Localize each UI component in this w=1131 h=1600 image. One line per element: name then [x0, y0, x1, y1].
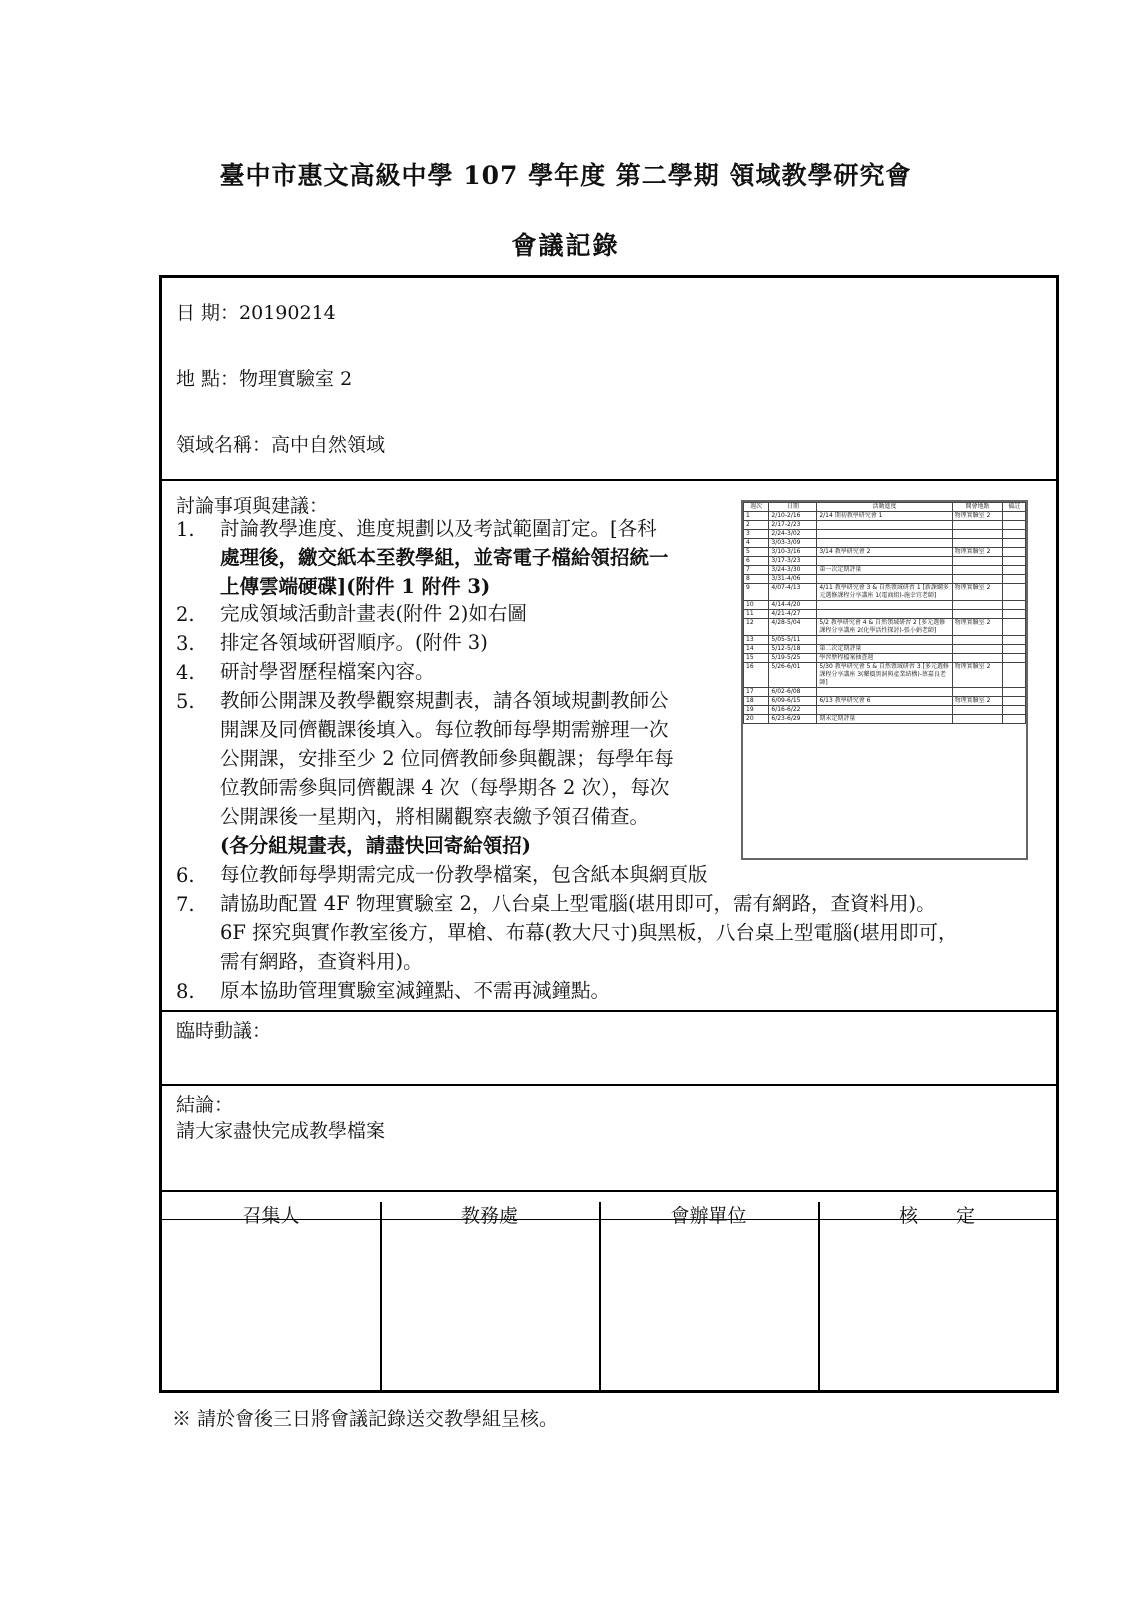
activity-plan-table	[743, 502, 1026, 724]
schedule-cell	[952, 575, 1003, 584]
place-field: 地 點：物理實驗室 2	[176, 368, 353, 390]
schedule-cell	[952, 645, 1003, 654]
schedule-cell: 物理實驗室 2	[952, 697, 1003, 706]
item-number: 4.	[176, 661, 195, 684]
schedule-cell: 17	[744, 688, 769, 697]
schedule-cell: 6/23-6/29	[769, 715, 817, 724]
schedule-cell	[1003, 512, 1026, 521]
schedule-row	[744, 688, 1026, 697]
schedule-cell: 6/16-6/22	[769, 706, 817, 715]
schedule-cell	[817, 610, 952, 619]
schedule-cell	[1003, 688, 1026, 697]
schedule-row	[744, 557, 1026, 566]
extempore-label: 臨時動議：	[176, 1020, 272, 1042]
schedule-cell: 6	[744, 557, 769, 566]
item-line: 處理後，繳交紙本至教學組，並寄電子檔給領招統一	[220, 546, 669, 569]
schedule-cell: 第二次定期評量	[817, 645, 952, 654]
item-number: 7.	[176, 893, 195, 916]
schedule-cell: 18	[744, 697, 769, 706]
schedule-cell: 3	[744, 530, 769, 539]
column-divider	[380, 1202, 382, 1390]
schedule-cell	[1003, 557, 1026, 566]
schedule-row	[744, 530, 1026, 539]
discussion-heading: 討論事項與建議：	[176, 495, 329, 517]
meeting-record-form	[159, 275, 1059, 1393]
signature-header-academic-affairs: 教務處	[460, 1205, 518, 1227]
schedule-cell	[952, 566, 1003, 575]
schedule-row	[744, 645, 1026, 654]
schedule-header-cell: 週次	[744, 503, 769, 512]
column-divider	[818, 1202, 820, 1390]
item-line: 開課及同儕觀課後填入。每位教師每學期需辦理一次	[220, 718, 669, 741]
divider	[162, 1084, 1056, 1086]
schedule-cell: 8	[744, 575, 769, 584]
schedule-row	[744, 521, 1026, 530]
page-title: 臺中市惠文高級中學 107 學年度 第二學期 領域教學研究會	[219, 161, 912, 190]
item-number: 2.	[176, 603, 195, 626]
schedule-cell: 物理實驗室 2	[952, 548, 1003, 557]
divider	[162, 1010, 1056, 1012]
schedule-cell	[817, 530, 952, 539]
schedule-row	[744, 584, 1026, 601]
schedule-row	[744, 575, 1026, 584]
schedule-row	[744, 706, 1026, 715]
signature-header-cosigning-unit: 會辦單位	[670, 1205, 747, 1227]
schedule-cell	[817, 557, 952, 566]
schedule-cell	[1003, 584, 1026, 601]
item-line: 上傳雲端硬碟](附件 1 附件 3)	[220, 575, 491, 598]
schedule-cell	[1003, 715, 1026, 724]
item-line: 公開課，安排至少 2 位同儕教師參與觀課；每學年每	[220, 747, 674, 770]
schedule-cell: 2/10-2/16	[769, 512, 817, 521]
signature-header-convener: 召集人	[242, 1205, 300, 1227]
schedule-cell: 16	[744, 663, 769, 688]
schedule-cell	[817, 688, 952, 697]
schedule-row	[744, 548, 1026, 557]
schedule-cell	[1003, 521, 1026, 530]
schedule-cell: 6/13 教學研究會 6	[817, 697, 952, 706]
schedule-cell: 4	[744, 539, 769, 548]
schedule-cell	[1003, 645, 1026, 654]
item-number: 1.	[176, 518, 195, 541]
schedule-cell	[817, 539, 952, 548]
schedule-cell	[1003, 697, 1026, 706]
item-line: 6F 探究與實作教室後方，單槍、布幕(教大尺寸)與黑板，八台桌上型電腦(堪用即可，	[220, 921, 958, 944]
schedule-cell	[1003, 610, 1026, 619]
list-item: 完成領域活動計畫表(附件 2)如右圖	[220, 602, 527, 625]
schedule-cell: 5/19-5/25	[769, 654, 817, 663]
schedule-cell: 5/30 教學研究會 5 & 自然領域研習 3 [多元選修課程分享講座 3(藥價黑洞與產業結構)-蔡嘉良老師]	[817, 663, 952, 688]
item-number: 6.	[176, 864, 195, 887]
schedule-cell: 3/31-4/06	[769, 575, 817, 584]
schedule-cell: 9	[744, 584, 769, 601]
schedule-cell: 4/14-4/20	[769, 601, 817, 610]
item-number: 3.	[176, 632, 195, 655]
item-line: 請協助配置 4F 物理實驗室 2，八台桌上型電腦(堪用即可，需有網路，查資料用)。	[220, 892, 936, 915]
schedule-cell	[817, 521, 952, 530]
schedule-row	[744, 619, 1026, 636]
item-line: 需有網路，查資料用)。	[220, 950, 423, 973]
list-item: 排定各領域研習順序。(附件 3)	[220, 631, 488, 654]
item-line: 教師公開課及教學觀察規劃表，請各領域規劃教師公	[220, 689, 669, 712]
schedule-cell: 5/26-6/01	[769, 663, 817, 688]
schedule-cell	[1003, 530, 1026, 539]
schedule-cell: 3/03-3/09	[769, 539, 817, 548]
schedule-cell: 2	[744, 521, 769, 530]
schedule-cell	[817, 601, 952, 610]
schedule-cell: 6/09-6/15	[769, 697, 817, 706]
schedule-cell: 3/14 教學研究會 2	[817, 548, 952, 557]
schedule-cell	[952, 539, 1003, 548]
schedule-cell: 物理實驗室 2	[952, 619, 1003, 636]
schedule-row	[744, 636, 1026, 645]
footnote: ※ 請於會後三日將會議記錄送交教學組呈核。	[172, 1408, 559, 1430]
list-item	[220, 686, 674, 860]
schedule-cell	[1003, 706, 1026, 715]
list-item: 每位教師每學期需完成一份教學檔案，包含紙本與網頁版	[220, 863, 708, 886]
schedule-row	[744, 539, 1026, 548]
schedule-cell	[952, 688, 1003, 697]
activity-plan-table-image	[741, 500, 1028, 860]
schedule-cell	[952, 610, 1003, 619]
schedule-cell: 13	[744, 636, 769, 645]
schedule-cell	[952, 601, 1003, 610]
item-line: 公開課後一星期內，將相關觀察表繳予領召備查。	[220, 805, 650, 828]
schedule-cell: 物理實驗室 2	[952, 584, 1003, 601]
schedule-header-cell: 日期	[769, 503, 817, 512]
list-item	[220, 514, 669, 601]
schedule-cell: 11	[744, 610, 769, 619]
schedule-cell	[952, 706, 1003, 715]
column-divider	[599, 1202, 601, 1390]
schedule-cell: 12	[744, 619, 769, 636]
schedule-cell: 6/02-6/08	[769, 688, 817, 697]
schedule-cell: 物理實驗室 2	[952, 512, 1003, 521]
schedule-row	[744, 715, 1026, 724]
schedule-cell: 14	[744, 645, 769, 654]
schedule-cell	[1003, 619, 1026, 636]
schedule-cell	[952, 715, 1003, 724]
schedule-cell: 5/2 教學研究會 4 & 自然領域研習 2 [多元選修課程分享講座 2(化學活性探討)-張小娟老師]	[817, 619, 952, 636]
item-line: 討論教學進度、進度規劃以及考試範圍訂定。[各科	[220, 517, 657, 540]
schedule-cell	[952, 521, 1003, 530]
schedule-cell: 19	[744, 706, 769, 715]
schedule-cell	[1003, 575, 1026, 584]
schedule-cell: 5/05-5/11	[769, 636, 817, 645]
schedule-row	[744, 610, 1026, 619]
schedule-cell	[1003, 601, 1026, 610]
schedule-cell: 2/17-2/23	[769, 521, 817, 530]
list-item: 研討學習歷程檔案內容。	[220, 660, 435, 683]
schedule-cell	[817, 636, 952, 645]
schedule-row	[744, 512, 1026, 521]
schedule-cell	[952, 654, 1003, 663]
schedule-cell: 3/17-3/23	[769, 557, 817, 566]
schedule-cell	[952, 530, 1003, 539]
page-subtitle: 會議記錄	[511, 231, 620, 260]
date-field: 日 期：20190214	[176, 302, 336, 324]
schedule-cell: 4/11 教學研究會 3 & 自然領域研習 1 [新課綱多元選修課程分享講座 1(電商組)-施幸宜老師]	[817, 584, 952, 601]
item-number: 8.	[176, 980, 195, 1003]
schedule-row	[744, 654, 1026, 663]
schedule-cell: 3/24-3/30	[769, 566, 817, 575]
schedule-row	[744, 697, 1026, 706]
schedule-cell	[1003, 566, 1026, 575]
schedule-cell: 15	[744, 654, 769, 663]
list-item	[220, 889, 1060, 976]
schedule-cell	[952, 636, 1003, 645]
schedule-cell: 第一次定期評量	[817, 566, 952, 575]
schedule-cell: 2/14 期初教學研究會 1	[817, 512, 952, 521]
domain-field: 領域名稱：高中自然領域	[176, 434, 386, 456]
item-line: (各分組規畫表，請盡快回寄給領招)	[220, 834, 531, 857]
schedule-cell: 20	[744, 715, 769, 724]
schedule-cell: 10	[744, 601, 769, 610]
item-number: 5.	[176, 690, 195, 713]
schedule-cell	[1003, 636, 1026, 645]
schedule-cell	[1003, 548, 1026, 557]
schedule-header-cell: 開會地點	[952, 503, 1003, 512]
conclusion-label: 結論：	[176, 1094, 234, 1116]
schedule-cell	[952, 557, 1003, 566]
schedule-row	[744, 601, 1026, 610]
divider	[162, 1190, 1056, 1192]
signature-header-approval: 核 定	[898, 1205, 975, 1227]
schedule-cell: 期末定期評量	[817, 715, 952, 724]
schedule-cell	[1003, 654, 1026, 663]
schedule-cell: 物理實驗室 2	[952, 663, 1003, 688]
signature-row	[162, 1202, 1056, 1393]
schedule-header-cell: 活動進度	[817, 503, 952, 512]
schedule-cell: 2/24-3/02	[769, 530, 817, 539]
schedule-cell: 4/07-4/13	[769, 584, 817, 601]
conclusion-text: 請大家盡快完成教學檔案	[176, 1120, 386, 1142]
divider	[162, 479, 1056, 481]
schedule-cell: 7	[744, 566, 769, 575]
schedule-cell: 4/28-5/04	[769, 619, 817, 636]
schedule-cell: 3/10-3/16	[769, 548, 817, 557]
schedule-cell: 5/12-5/18	[769, 645, 817, 654]
schedule-cell	[817, 575, 952, 584]
schedule-cell	[1003, 663, 1026, 688]
schedule-header-cell: 備註	[1003, 503, 1026, 512]
schedule-cell	[817, 706, 952, 715]
schedule-cell: 5	[744, 548, 769, 557]
schedule-cell: 1	[744, 512, 769, 521]
schedule-row	[744, 663, 1026, 688]
schedule-cell: 學習歷程檔案抽查週	[817, 654, 952, 663]
schedule-cell	[1003, 539, 1026, 548]
list-item: 原本協助管理實驗室減鐘點、不需再減鐘點。	[220, 979, 611, 1002]
schedule-cell: 4/21-4/27	[769, 610, 817, 619]
item-line: 位教師需參與同儕觀課 4 次（每學期各 2 次），每次	[220, 776, 670, 799]
schedule-row	[744, 566, 1026, 575]
